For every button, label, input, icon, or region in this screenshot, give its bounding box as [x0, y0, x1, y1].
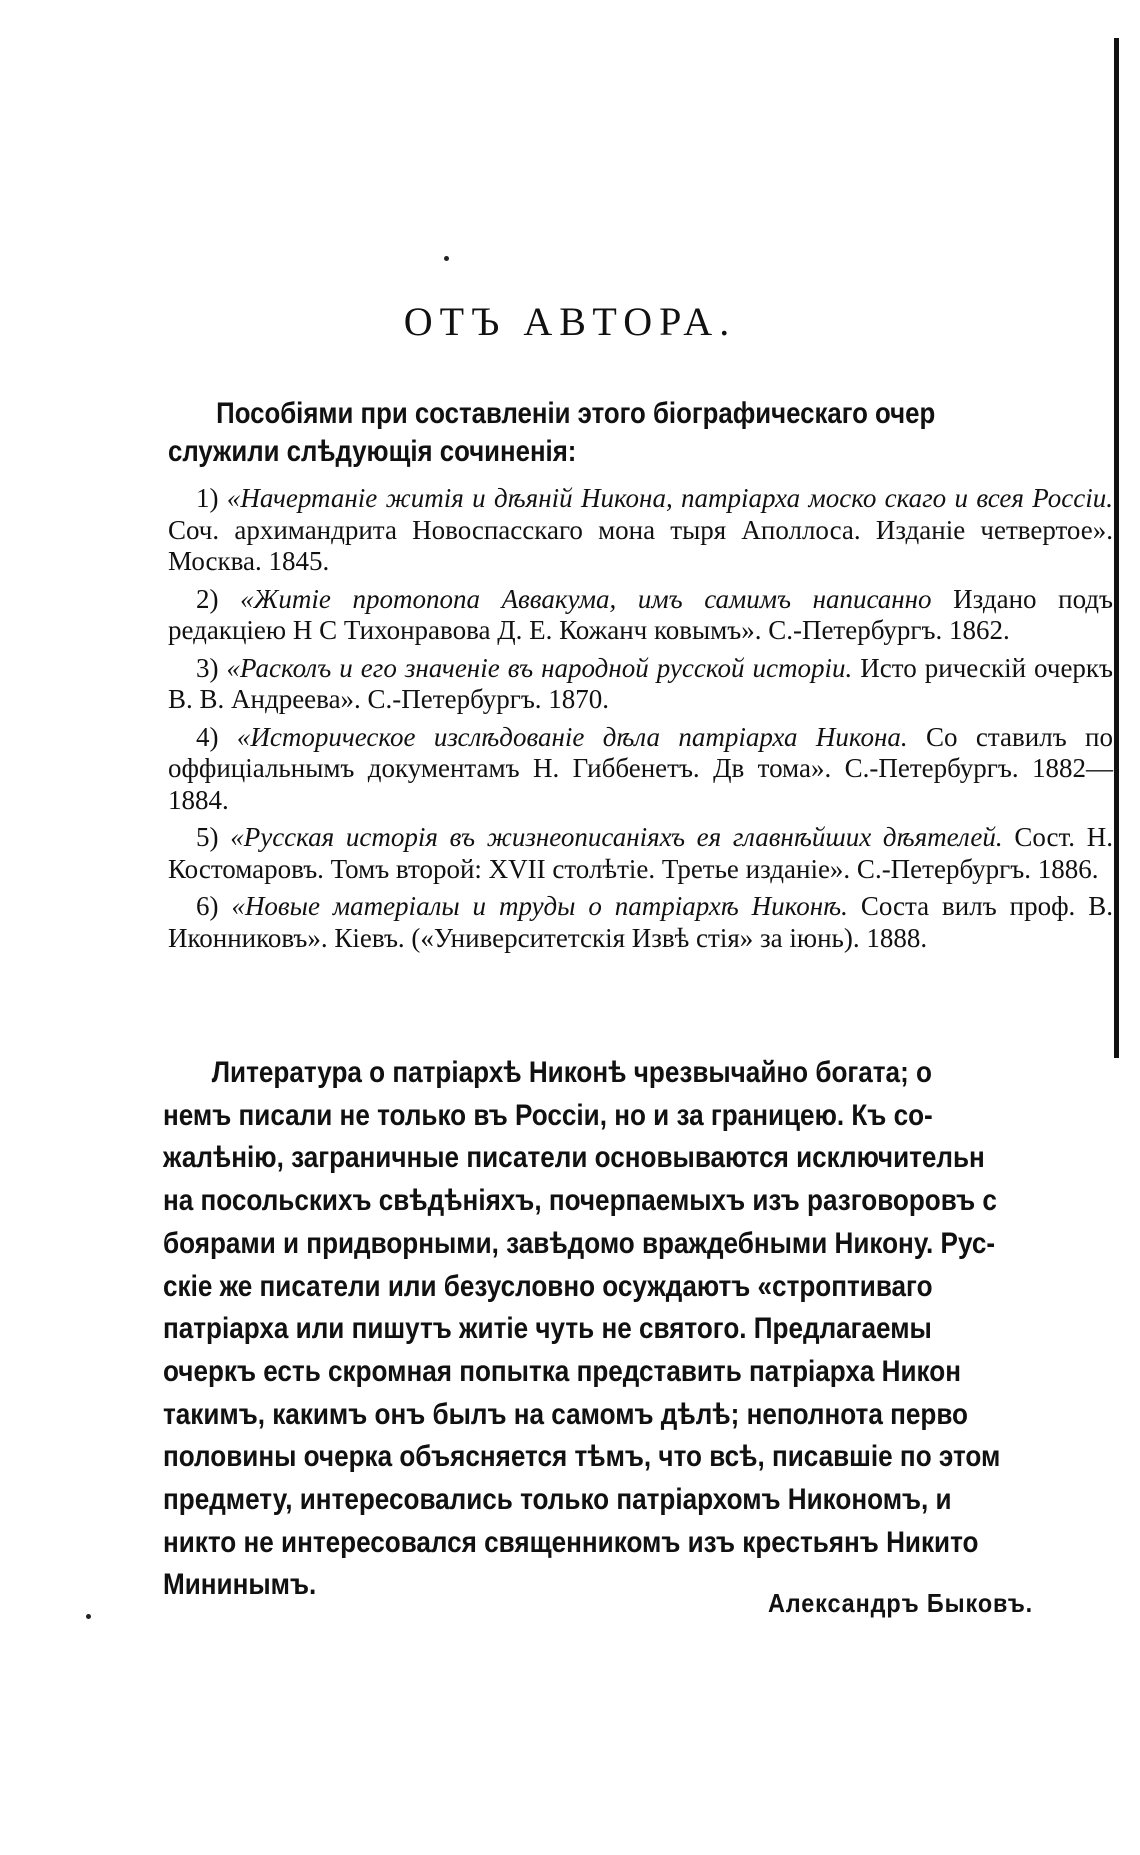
- paragraph-line: немъ писали не только въ Россіи, но и за границею. Къ со-: [163, 1098, 933, 1132]
- reference-details: Соч. архимандрита Новоспасскаго мона тыря Аполлоса. Изданіе четвертое». Москва. 1845.: [168, 514, 1113, 576]
- paragraph-line: никто не интересовался священникомъ изъ крестьянъ Никито: [163, 1525, 979, 1559]
- print-speck: [444, 256, 449, 261]
- paragraph-line: патріарха или пишутъ житіе чуть не святого. Предлагаемы: [163, 1312, 932, 1346]
- intro-line-2: служили слѣдующія сочиненія:: [168, 435, 577, 468]
- paragraph-line: половины очерка объясняется тѣмъ, что всѣ, писавшіе по этом: [163, 1440, 1001, 1474]
- paragraph-line: жалѣнію, заграничные писатели основываются исключительн: [163, 1141, 985, 1175]
- references-list: [168, 483, 1113, 960]
- reference-number: 2): [196, 583, 219, 614]
- reference-title: «Расколъ и его значеніе въ народной русской исторіи.: [226, 652, 853, 683]
- reference-number: 6): [196, 891, 219, 921]
- reference-number: 1): [196, 483, 219, 513]
- intro-line-1: Пособіями при составленіи этого біографическаго очер: [216, 397, 936, 430]
- reference-details: Исто рическій очеркъ В. В. Андреева». С.-Петербургъ. 1870.: [168, 652, 1114, 714]
- intro-paragraph: [168, 395, 976, 471]
- paragraph-line: предмету, интересовались только патріархомъ Никономъ, и: [163, 1483, 952, 1517]
- print-speck: [86, 1614, 91, 1619]
- reference-title: «Житіе протопопа Аввакума, имъ самимъ написанно: [240, 583, 932, 614]
- reference-title: «Начертаніе житія и дѣяній Никона, патріарха моско скаго и всея Россіи.: [226, 483, 1114, 513]
- page-edge-line: [1114, 38, 1119, 1058]
- reference-number: 5): [196, 822, 219, 852]
- paragraph-line: боярами и придворными, завѣдомо враждебными Никону. Рус-: [163, 1226, 996, 1260]
- reference-item-3: [168, 653, 1113, 716]
- reference-details: Сост. Н. Костомаровъ. Томъ второй: XVII столѣтіе. Третье изданіе». С.-Петербургъ. 1886.: [168, 822, 1114, 884]
- reference-item-6: [168, 891, 1113, 954]
- author-signature: Александръ Быковъ.: [768, 1588, 1034, 1618]
- reference-item-5: [168, 822, 1113, 885]
- paragraph-line: на посольскихъ свѣдѣніяхъ, почерпаемыхъ изъ разговоровъ с: [163, 1184, 997, 1218]
- paragraph-line: очеркъ есть скромная попытка представить патріарха Никон: [163, 1354, 961, 1388]
- reference-details: Соста вилъ проф. В. Иконниковъ». Кіевъ. («Университетскія Извѣ стія» за іюнь). 1888.: [168, 891, 1113, 953]
- paragraph-line: Литература о патріархѣ Никонѣ чрезвычайно богата; о: [211, 1056, 932, 1089]
- reference-details: Со ставилъ по оффиціальнымъ документамъ Н. Гиббенетъ. Дв тома». С.-Петербургъ. 1882—1884.: [168, 721, 1113, 815]
- main-paragraph: [163, 1052, 1059, 1607]
- paragraph-line: Мининымъ.: [163, 1568, 317, 1602]
- reference-title: «Историческое изслѣдованіе дѣла патріарха Никона.: [236, 721, 908, 752]
- reference-title: «Новые матеріалы и труды о патріархѣ Никонѣ.: [231, 891, 848, 921]
- reference-item-2: [168, 584, 1113, 647]
- page-title: ОТЪ АВТОРА.: [403, 299, 737, 344]
- reference-details: Издано подъ редакціею Н С Тихонравова Д. Е. Кожанч ковымъ». С.-Петербургъ. 1862.: [168, 583, 1114, 645]
- reference-number: 3): [196, 652, 219, 683]
- reference-number: 4): [196, 721, 219, 752]
- paragraph-line: такимъ, какимъ онъ былъ на самомъ дѣлѣ; неполнота перво: [163, 1397, 968, 1431]
- reference-item-4: [168, 722, 1113, 817]
- reference-item-1: [168, 483, 1113, 578]
- paragraph-line: скіе же писатели или безусловно осуждаютъ «строптиваго: [163, 1269, 933, 1303]
- reference-title: «Русская исторія въ жизнеописаніяхъ ея главнѣйших дѣятелей.: [230, 822, 1003, 852]
